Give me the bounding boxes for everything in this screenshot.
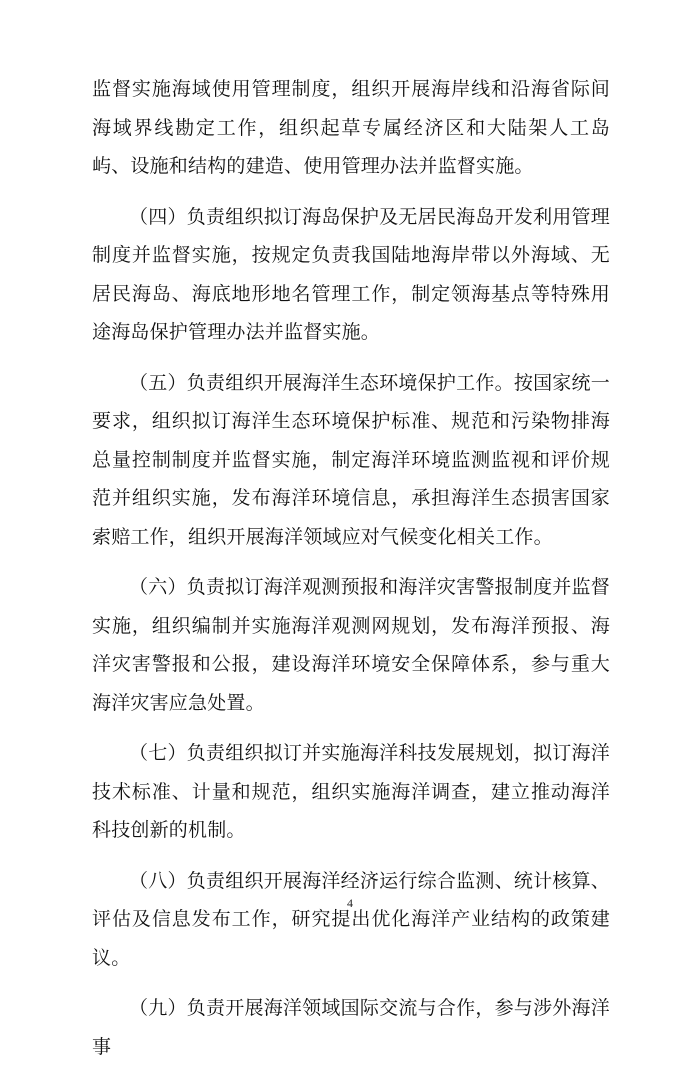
paragraph-item-4: （四）负责组织拟订海岛保护及无居民海岛开发利用管理制度并监督实施，按规定负责我国陆地海岸带以外海域、无居民海岛、海底地形地名管理工作，制定领海基点等特殊用途海岛保护管理办法并监督实施。 [92, 205, 610, 343]
paragraph-item-5: （五）负责组织开展海洋生态环境保护工作。按国家统一要求，组织拟订海洋生态环境保护标准、规范和污染物排海总量控制制度并监督实施，制定海洋环境监测监视和评价规范并组织实施，发布海洋环境信息，承担海洋生态损害国家索赔工作，组织开展海洋领域应对气候变化相关工作。 [92, 371, 610, 548]
paragraph-item-7: （七）负责组织拟订并实施海洋科技发展规划，拟订海洋技术标准、计量和规范，组织实施海洋调查，建立推动海洋科技创新的机制。 [92, 742, 610, 841]
page-number: 4 [347, 896, 353, 910]
paragraph-item-9: （九）负责开展海洋领域国际交流与合作，参与涉外海洋事 [92, 997, 610, 1058]
paragraph-item-6: （六）负责拟订海洋观测预报和海洋灾害警报制度并监督实施，组织编制并实施海洋观测网规划，发布海洋预报、海洋灾害警报和公报，建设海洋环境安全保障体系，参与重大海洋灾害应急处置。 [92, 576, 610, 714]
paragraph-continuation: 监督实施海域使用管理制度，组织开展海岸线和沿海省际间海域界线勘定工作，组织起草专属经济区和大陆架人工岛屿、设施和结构的建造、使用管理办法并监督实施。 [92, 78, 610, 177]
paragraph-item-8: （八）负责组织开展海洋经济运行综合监测、统计核算、评估及信息发布工作，研究提出优化海洋产业结构的政策建议。 [92, 869, 610, 969]
document-body [92, 70, 610, 1078]
